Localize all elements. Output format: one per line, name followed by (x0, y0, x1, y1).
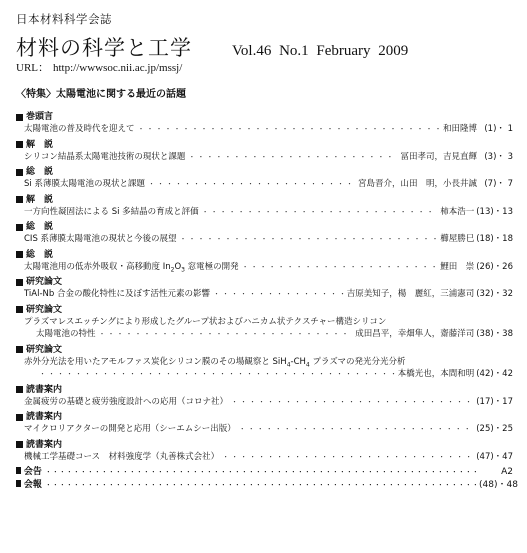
entry-page: (17)・17 (476, 396, 513, 407)
section-heading: 研究論文 (16, 276, 513, 288)
section-heading: 総 説 (16, 221, 513, 233)
dot-leader (242, 261, 438, 274)
entry-title-line2: 太陽電池の特性 (36, 329, 96, 339)
entry-authors: 櫛屋勝巳 (440, 234, 475, 244)
section-heading: 研究論文 (16, 344, 513, 356)
toc-section (16, 249, 513, 274)
dot-leader (99, 328, 353, 341)
toc-entry[interactable] (16, 368, 513, 381)
entry-title: シリコン結晶系太陽電池技術の現状と課題 (24, 151, 186, 162)
section-heading: 総 説 (16, 166, 513, 178)
section-heading: 解 説 (16, 139, 513, 151)
entry-authors: 宮島晋介，山田 明，小長井誠 (357, 179, 477, 189)
entry-authors: 成田昌平，幸畑隼人，齋藤洋司 (355, 329, 475, 339)
entry-authors: 柿本浩一 (440, 206, 475, 217)
dot-leader (39, 368, 395, 381)
toc-entry[interactable] (16, 178, 513, 191)
toc-section (16, 384, 513, 409)
toc-section (16, 276, 513, 301)
square-bullet-icon (16, 441, 23, 448)
entry-title: 会報 (23, 479, 42, 490)
square-bullet-icon (16, 169, 23, 176)
square-bullet-icon (16, 224, 23, 231)
section-heading: 研究論文 (16, 304, 513, 316)
square-bullet-icon (16, 196, 23, 203)
url-link[interactable]: http://wwwsoc.nii.ac.jp/mssj/ (53, 62, 183, 74)
toc-entry-society-report[interactable] (16, 479, 518, 492)
square-bullet-icon (16, 141, 23, 148)
entry-authors: 吉原美知子，楊 麗紅，三浦憲司 (346, 289, 475, 299)
entry-title: 太陽電池の普及時代を迎えて (24, 124, 135, 134)
square-bullet-icon (16, 114, 23, 121)
dot-leader (45, 466, 476, 479)
dot-leader (231, 396, 471, 409)
toc-entry[interactable] (16, 451, 513, 464)
entry-page: (7)・ 7 (484, 179, 513, 189)
section-heading: 読書案内 (16, 411, 513, 423)
dot-leader (239, 423, 471, 436)
entry-title-line1[interactable]: プラズマレスエッチングにより形成したグループ状およびハニカム状テクスチャー構造シリコン (24, 316, 387, 327)
entry-page: (1)・ 1 (484, 124, 513, 134)
dot-leader (188, 151, 397, 164)
square-bullet-icon (16, 306, 23, 313)
square-bullet-icon (16, 279, 23, 286)
square-bullet-icon (16, 346, 23, 353)
entry-title: マイクロリアクターの開発と応用（シーエムシー出版） (24, 424, 236, 434)
entry-authors: 冨田孝司，吉見直輝 (400, 151, 477, 162)
dot-leader (213, 288, 344, 301)
entry-title: 太陽電池用の低赤外吸収・高移動度 $In_2O_3$ 窓電極の開発 (24, 261, 239, 274)
toc-entry-announcements[interactable] (16, 466, 513, 479)
toc-entry[interactable] (16, 123, 513, 136)
square-bullet-icon (16, 414, 23, 421)
entry-page: (26)・26 (476, 261, 513, 272)
toc-entry[interactable] (16, 423, 513, 436)
dot-leader (222, 451, 471, 464)
entry-title: 機械工学基礎コース 材料強度学（丸善株式会社） (24, 451, 220, 462)
entry-authors: 和田隆博 (442, 124, 477, 134)
toc-section (16, 411, 513, 436)
entry-authors: 本橋光也，本間和明 (397, 369, 475, 379)
entry-page: (47)・47 (476, 451, 513, 462)
section-heading: 読書案内 (16, 439, 513, 451)
dot-leader (138, 123, 440, 136)
toc-section (16, 139, 513, 164)
toc-entry[interactable] (16, 288, 513, 301)
special-feature-title: 〈特集〉太陽電池に関する最近の話題 (16, 89, 186, 100)
journal-title: 材料の科学と工学 (16, 36, 192, 60)
dot-leader (202, 206, 438, 219)
toc-entry[interactable] (16, 328, 513, 341)
dot-leader (45, 479, 476, 492)
square-bullet-icon (16, 386, 23, 393)
entry-title: 金属疲労の基礎と疲労強度設計への応用（コロナ社） (24, 396, 229, 407)
entry-title: CIS 系薄膜太陽電池の現状と今後の展望 (24, 234, 177, 244)
issue-info: Vol.46 No.1 February 2009 (232, 43, 409, 59)
toc-section (16, 304, 513, 341)
entry-page: (32)・32 (476, 289, 513, 299)
toc-section (16, 194, 513, 219)
entry-page: (48)・48 (479, 479, 518, 490)
table-of-contents (16, 111, 518, 491)
entry-title: 一方向性凝固法による Si 多結晶の育成と評価 (24, 206, 199, 217)
toc-entry[interactable] (16, 233, 513, 246)
dot-leader (180, 233, 438, 246)
url-label: URL： (16, 62, 49, 74)
toc-section (16, 221, 513, 246)
entry-page: (25)・25 (476, 424, 513, 434)
entry-title-line1[interactable]: 赤外分光法を用いたアモルファス炭化シリコン膜のその場観察と $SiH_4-CH_4$ プラズマの発光分光分析 (24, 356, 406, 369)
section-heading: 読書案内 (16, 384, 513, 396)
toc-entry[interactable] (16, 206, 513, 219)
toc-section (16, 439, 513, 464)
entry-page: (3)・ 3 (484, 151, 513, 162)
title-row (16, 32, 513, 58)
entry-page: A2 (501, 467, 513, 477)
entry-authors: 鯉田 崇 (440, 261, 475, 272)
toc-entry[interactable] (16, 396, 513, 409)
square-bullet-icon (16, 480, 21, 487)
society-name: 日本材料科学会誌 (16, 12, 112, 26)
section-heading: 解 説 (16, 194, 513, 206)
section-heading: 総 説 (16, 249, 513, 261)
entry-title: Si 系薄膜太陽電池の現状と課題 (24, 179, 145, 189)
toc-section (16, 111, 513, 136)
entry-title: 会告 (23, 467, 42, 477)
toc-entry[interactable] (16, 151, 513, 164)
square-bullet-icon (16, 467, 21, 474)
toc-section (16, 344, 513, 381)
entry-page: (38)・38 (476, 329, 513, 339)
dot-leader (148, 178, 355, 191)
toc-entry[interactable] (16, 261, 513, 274)
entry-page: (13)・13 (476, 206, 513, 217)
square-bullet-icon (16, 251, 23, 258)
entry-title: TiAl-Nb 合金の酸化特性に及ぼす活性元素の影響 (24, 289, 210, 299)
section-heading: 巻頭言 (16, 111, 513, 123)
entry-page: (42)・42 (476, 369, 513, 379)
toc-section (16, 166, 513, 191)
url-row (16, 62, 513, 75)
entry-page: (18)・18 (476, 234, 513, 244)
